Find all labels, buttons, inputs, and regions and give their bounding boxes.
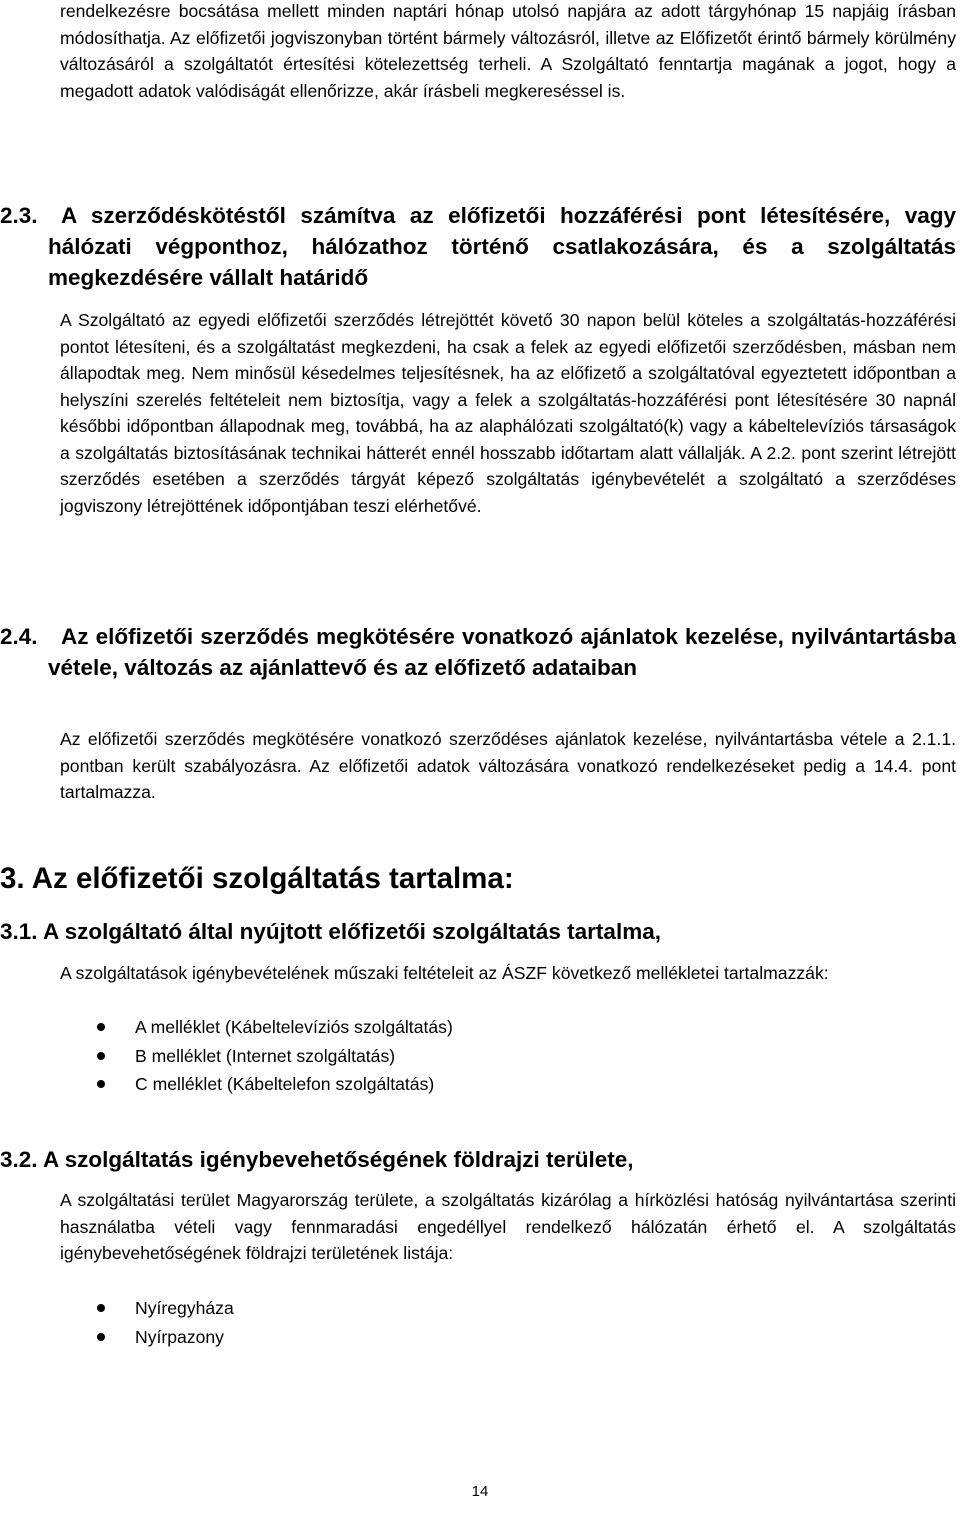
bullet-icon xyxy=(97,1023,105,1031)
bullet-icon xyxy=(97,1080,105,1088)
section-2-3-body: A Szolgáltató az egyedi előfizetői szerződés létrejöttét követő 30 napon belül köteles a szolgáltatás-hozzáférési pontot létesíteni, és a szolgáltatást megkezdeni, ha csak a felek az egyedi előfizetői szerződésben, másban nem állapodtak meg. Nem minősül késedelmes teljesítésnek, ha az előfizető a szolgáltatóval egyeztetett időpontban a helyszíni szerelés feltételeit nem biztosítja, vagy a felek a szolgáltatás-hozzáférési pont létesítésére 30 napnál későbbi időpontban állapodnak meg, továbbá, ha az alaphálózati szolgáltató(k) vagy a kábeltelevíziós társaságok a szolgáltatás biztosításának technikai hátterét ennél hosszabb időtartam alatt vállalják. A 2.2. pont szerint létrejött szerződés esetében a szerződés tárgyát képező szolgáltatás igénybevételét a szolgáltató a szerződéses jogviszony létrejöttének időpontjában teszi elérhetővé. xyxy=(60,310,956,516)
list-item: B melléklet (Internet szolgáltatás) xyxy=(60,1042,453,1071)
list-item: Nyíregyháza xyxy=(60,1294,234,1323)
section-3-1-list xyxy=(60,1013,453,1099)
intro-paragraph: rendelkezésre bocsátása mellett minden naptári hónap utolsó napjára az adott tárgyhónap 15 napjáig írásban módosíthatja. Az előfizetői jogviszonyban történt bármely változásról, illetve az Előfizetőt érintő bármely körülmény változásáról a szolgáltatót értesítési kötelezettség terheli. A Szolgáltató fenntartja magának a jogot, hogy a megadott adatok valódiságát ellenőrizze, akár írásbeli megkereséssel is. xyxy=(60,1,956,101)
section-3-1-title: 3.1. A szolgáltató által nyújtott előfizetői szolgáltatás tartalma, xyxy=(0,919,661,944)
bullet-icon xyxy=(97,1052,105,1060)
section-2-4-title: Az előfizetői szerződés megkötésére vonatkozó ajánlatok kezelése, nyilvántartásba vétele, változás az ajánlattevő és az előfizető adataiban xyxy=(48,624,956,680)
section-3-2-body: A szolgáltatási terület Magyarország területe, a szolgáltatás kizárólag a hírközlési hatóság nyilvántartása szerinti használatba vételi vagy fennmaradási engedéllyel rendelkező hálózatán érhető el. A szolgáltatás igénybevehetőségének földrajzi területének listája: xyxy=(60,1190,956,1263)
list-item: Nyírpazony xyxy=(60,1323,234,1352)
section-2-4-number: 2.4. xyxy=(0,624,38,649)
section-2-4-body: Az előfizetői szerződés megkötésére vonatkozó szerződéses ajánlatok kezelése, nyilvántartásba vétele a 2.1.1. pontban került szabályozásra. Az előfizetői adatok változására vonatkozó rendelkezéseket pedig a 14.4. pont tartalmazza. xyxy=(60,729,956,802)
bullet-icon xyxy=(97,1304,105,1312)
section-2-3-number: 2.3. xyxy=(0,203,38,228)
section-3-2-title: 3.2. A szolgáltatás igénybevehetőségének földrajzi területe, xyxy=(0,1147,634,1172)
bullet-icon xyxy=(97,1333,105,1341)
section-3-2-list xyxy=(60,1294,234,1351)
list-item: A melléklet (Kábeltelevíziós szolgáltatás) xyxy=(60,1013,453,1042)
section-3-heading: 3. Az előfizetői szolgáltatás tartalma: xyxy=(0,862,514,895)
section-3-1-body: A szolgáltatások igénybevételének műszaki feltételeit az ÁSZF következő mellékletei tartalmazzák: xyxy=(60,963,829,983)
page-number: 14 xyxy=(471,1483,489,1500)
list-item: C melléklet (Kábeltelefon szolgáltatás) xyxy=(60,1070,453,1099)
section-2-3-title: A szerződéskötéstől számítva az előfizetői hozzáférési pont létesítésére, vagy hálózati végponthoz, hálózathoz történő csatlakozására, és a szolgáltatás megkezdésére vállalt határidő xyxy=(48,203,956,290)
